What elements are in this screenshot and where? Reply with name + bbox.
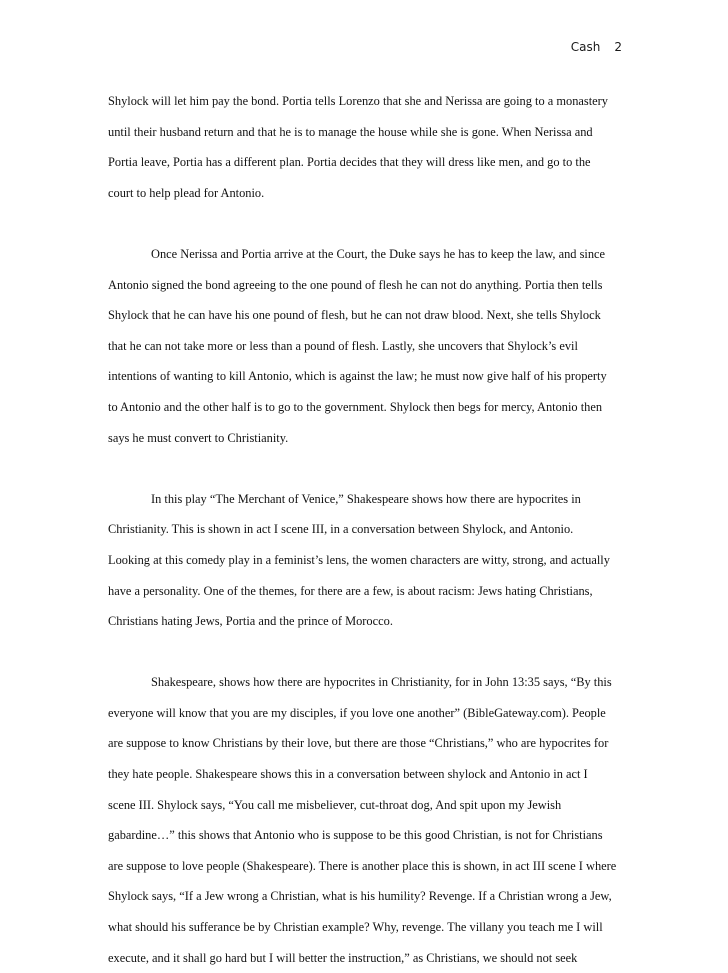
text-line: have a personality. One of the themes, for there are a few, is about racism: Jews hating Christians, [108, 583, 593, 598]
text-line: Looking at this comedy play in a feminist’s lens, the women characters are witty, strong, and actually [108, 552, 610, 567]
text-line: court to help plead for Antonio. [108, 185, 265, 200]
text-line: gabardine…” this shows that Antonio who is suppose to be this good Christian, is not for Christians [108, 828, 603, 843]
text-line: are suppose to love people (Shakespeare). There is another place this is shown, in act III scene I where [108, 858, 617, 873]
text-line: Shakespeare, shows how there are hypocrites in Christianity, for in John 13:35 says, “By this [151, 675, 612, 690]
text-line: until their husband return and that he is to manage the house while she is gone. When Nerissa and [108, 124, 593, 139]
paragraph-spacer [108, 637, 623, 668]
text-line: to Antonio and the other half is to go to the government. Shylock then begs for mercy, Antonio then [108, 399, 603, 414]
text-line: Shylock that he can have his one pound of flesh, but he can not draw blood. Next, she tells Shylock [108, 308, 601, 323]
text-line: that he can not take more or less than a pound of flesh. Lastly, she uncovers that Shylock’s evil [108, 338, 578, 353]
text-line: Christians hating Jews, Portia and the prince of Morocco. [108, 614, 393, 629]
text-line: Christianity. This is shown in act I scene III, in a conversation between Shylock, and Antonio. [108, 522, 574, 537]
paragraph-spacer [108, 208, 623, 239]
header-page-number: 2 [614, 40, 622, 54]
text-line: what should his sufferance be by Christian example? Why, revenge. The villany you teach me I will [108, 920, 603, 935]
text-line: everyone will know that you are my disciples, if you love one another” (BibleGateway.com). People [108, 705, 606, 720]
text-line: they hate people. Shakespeare shows this in a conversation between shylock and Antonio in act I [108, 767, 588, 782]
text-line: intentions of wanting to kill Antonio, which is against the law; he must now give half of his property [108, 369, 607, 384]
header-author: Cash [570, 40, 601, 54]
text-line: In this play “The Merchant of Venice,” Shakespeare shows how there are hypocrites in [151, 491, 581, 506]
text-line: execute, and it shall go hard but I will better the instruction,” as Christians, we should not seek [108, 950, 578, 965]
text-line: says he must convert to Christianity. [108, 430, 289, 445]
text-line: Portia leave, Portia has a different plan. Portia decides that they will dress like men, and go to the [108, 155, 591, 170]
text-line: Shylock will let him pay the bond. Portia tells Lorenzo that she and Nerissa are going to a monastery [108, 94, 608, 108]
body-text [108, 86, 623, 973]
page-header [571, 40, 622, 54]
text-line: Once Nerissa and Portia arrive at the Court, the Duke says he has to keep the law, and since [151, 246, 606, 261]
paragraph-spacer [108, 453, 623, 484]
text-line: Antonio signed the bond agreeing to the one pound of flesh he can not do anything. Portia then tells [108, 277, 603, 292]
text-line: are suppose to know Christians by their love, but there are those “Christians,” who are hypocrites for [108, 736, 609, 751]
text-line: Shylock says, “If a Jew wrong a Christian, what is his humility? Revenge. If a Christian wrong a Jew, [108, 889, 612, 904]
text-line: scene III. Shylock says, “You call me misbeliever, cut-throat dog, And spit upon my Jewish [108, 797, 562, 812]
